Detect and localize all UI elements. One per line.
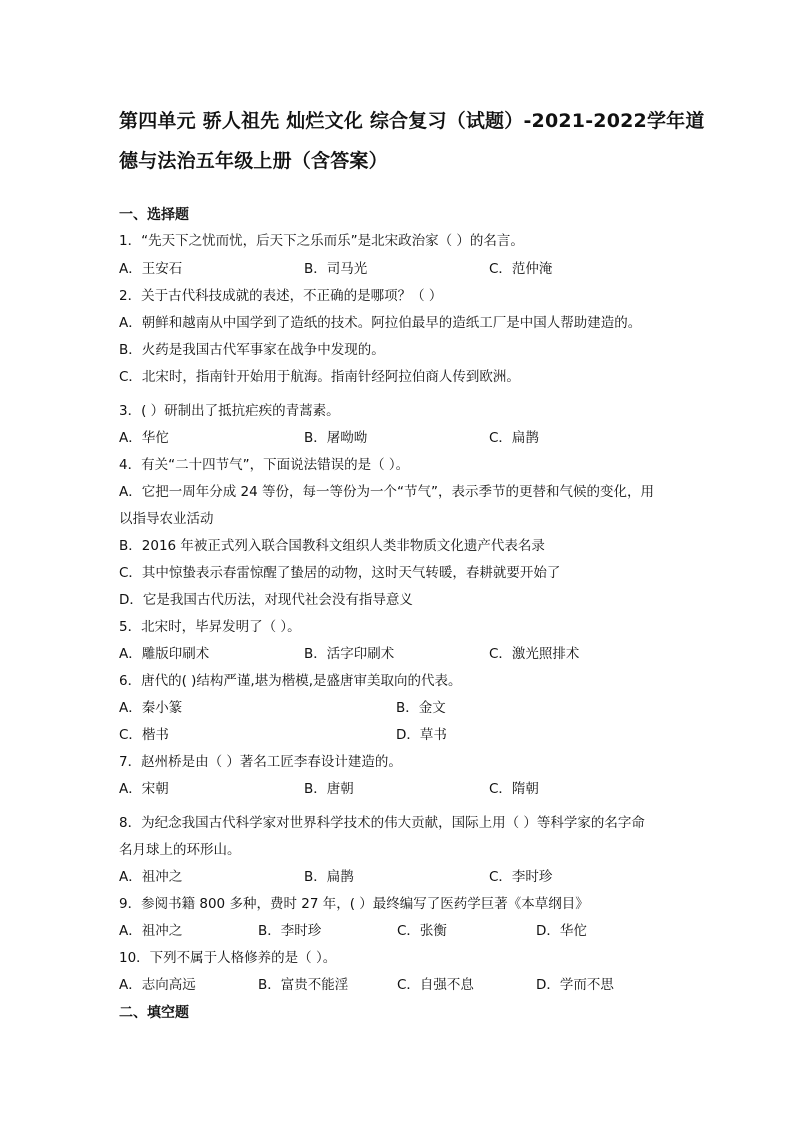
question-4-option-c: C．其中惊蛰表示春雷惊醒了蛰居的动物，这时天气转暖，春耕就要开始了: [119, 565, 561, 581]
question-7-option-a: A．宋朝: [119, 781, 169, 797]
section-heading-choice: 一、选择题: [119, 207, 189, 223]
question-6-option-d: D．草书: [396, 727, 447, 743]
question-10-option-a: A．志向高远: [119, 977, 196, 993]
question-9-option-d: D．华佗: [536, 923, 587, 939]
question-4-option-a-cont: 以指导农业活动: [119, 511, 214, 527]
question-10-option-c: C．自强不息: [397, 977, 474, 993]
question-2-option-b: B．火药是我国古代军事家在战争中发现的。: [119, 342, 385, 358]
question-9-stem: 9．参阅书籍 800 多种，费时 27 年，( ）最终编写了医药学巨著《本草纲目》: [119, 896, 589, 912]
question-4-option-b: B．2016 年被正式列入联合国教科文组织人类非物质文化遗产代表名录: [119, 538, 545, 554]
question-4-option-d: D．它是我国古代历法，对现代社会没有指导意义: [119, 592, 413, 608]
question-10-option-d: D．学而不思: [536, 977, 614, 993]
question-7-option-b: B．唐朝: [304, 781, 354, 797]
question-8-option-a: A．祖冲之: [119, 869, 183, 885]
question-7-stem: 7．赵州桥是由（ ）著名工匠李春设计建造的。: [119, 754, 402, 770]
question-4-stem: 4．有关“二十四节气”，下面说法错误的是（ ）。: [119, 457, 410, 473]
question-1-option-b: B．司马光: [304, 261, 368, 277]
question-5-option-c: C．激光照排术: [489, 646, 580, 662]
question-9-option-a: A．祖冲之: [119, 923, 183, 939]
question-3-option-a: A．华佗: [119, 430, 169, 446]
question-2-stem: 2．关于古代科技成就的表述，不正确的是哪项？（ ）: [119, 288, 443, 304]
question-3-stem: 3．( ）研制出了抵抗疟疾的青蒿素。: [119, 403, 340, 419]
question-2-option-a: A．朝鲜和越南从中国学到了造纸的技术。阿拉伯最早的造纸工厂是中国人帮助建造的。: [119, 315, 642, 331]
question-6-option-b: B．金文: [396, 700, 446, 716]
question-3-option-b: B．屠呦呦: [304, 430, 368, 446]
document-title-line2: 德与法治五年级上册（含答案）: [119, 150, 388, 172]
question-9-option-c: C．张衡: [397, 923, 447, 939]
question-8-option-c: C．李时珍: [489, 869, 553, 885]
question-1-option-a: A．王安石: [119, 261, 183, 277]
question-9-option-b: B．李时珍: [258, 923, 322, 939]
section-heading-fill: 二、填空题: [119, 1005, 189, 1021]
question-3-option-c: C．扁鹊: [489, 430, 539, 446]
question-10-stem: 10．下列不属于人格修养的是（ ）。: [119, 950, 337, 966]
question-8-stem: 8．为纪念我国古代科学家对世界科学技术的伟大贡献，国际上用（ ）等科学家的名字命: [119, 815, 645, 831]
question-5-stem: 5．北宋时，毕昇发明了（ ）。: [119, 619, 301, 635]
question-2-option-c: C．北宋时，指南针开始用于航海。指南针经阿拉伯商人传到欧洲。: [119, 369, 520, 385]
question-6-option-c: C．楷书: [119, 727, 169, 743]
question-8-stem-cont: 名月球上的环形山。: [119, 842, 241, 858]
question-1-stem: 1．“先天下之忧而忧，后天下之乐而乐”是北宋政治家（ ）的名言。: [119, 233, 524, 249]
question-5-option-b: B．活字印刷术: [304, 646, 395, 662]
question-6-stem: 6．唐代的( )结构严谨,堪为楷模,是盛唐审美取向的代表。: [119, 673, 462, 689]
question-8-option-b: B．扁鹊: [304, 869, 354, 885]
question-6-option-a: A．秦小篆: [119, 700, 183, 716]
question-4-option-a: A．它把一周年分成 24 等份，每一等份为一个“节气”，表示季节的更替和气候的变化，用: [119, 484, 654, 500]
question-5-option-a: A．雕版印刷术: [119, 646, 210, 662]
question-1-option-c: C．范仲淹: [489, 261, 553, 277]
question-10-option-b: B．富贵不能淫: [258, 977, 349, 993]
document-title-line1: 第四单元 骄人祖先 灿烂文化 综合复习（试题）-2021-2022学年道: [119, 110, 705, 132]
question-7-option-c: C．隋朝: [489, 781, 539, 797]
